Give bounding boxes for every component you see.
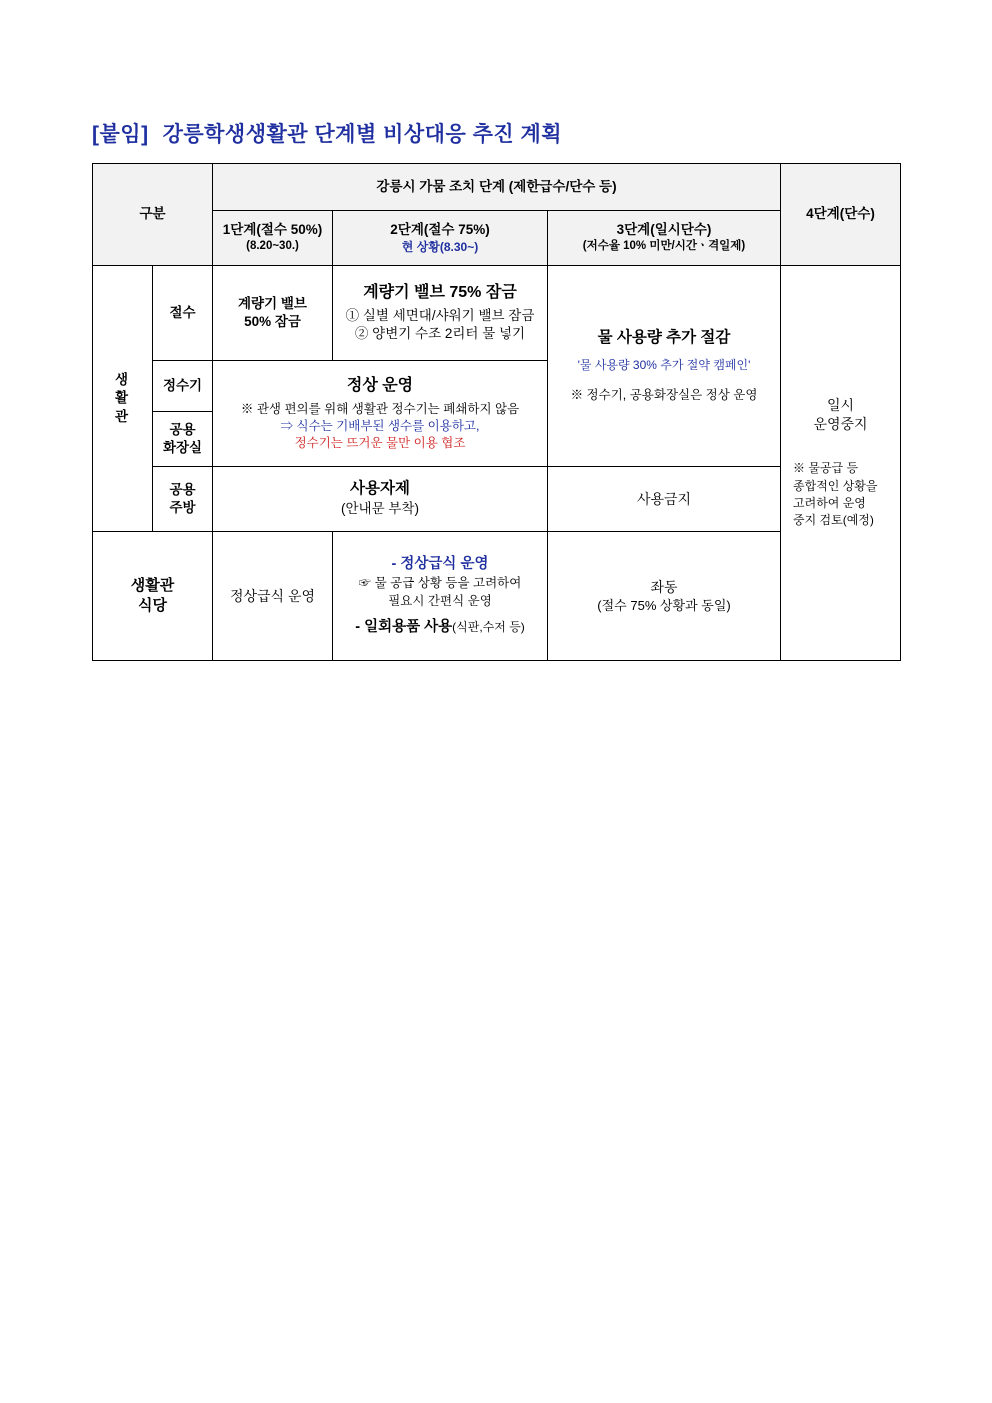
- header-stage2: [333, 211, 548, 266]
- row-label-public-restroom: [153, 412, 213, 467]
- table-header-row-2: [93, 211, 901, 266]
- cafeteria-stage3-line2: (절수 75% 상황과 동일): [597, 597, 731, 613]
- header-stage1-line2: (8.20~30.): [246, 240, 299, 253]
- page-title: [92, 118, 562, 148]
- stage3-merged-note: ※ 정수기, 공용화장실은 정상 운영: [570, 388, 758, 403]
- jeolsu-stage1-line1: 계량기 밸브: [238, 295, 307, 311]
- header-stage3-line2: (저수율 10% 미만/시간ㆍ격일제): [582, 240, 746, 253]
- stage4-note4: 중지 검토(예정): [793, 513, 874, 528]
- stage4-merged-cell: [781, 266, 901, 661]
- jeolsu-stage1-line2: 50% 잠금: [244, 314, 301, 329]
- emergency-plan-table: [92, 163, 901, 661]
- cafeteria-label-line2: 식당: [138, 597, 167, 614]
- header-stage1: [213, 211, 333, 266]
- cafeteria-stage2-item1-sub2: 필요시 간편식 운영: [388, 594, 492, 608]
- header-top-span: 강릉시 가뭄 조치 단계 (제한급수/단수 등): [213, 164, 781, 211]
- purifier-note3: 정수기는 뜨거운 물만 이용 협조: [294, 435, 466, 450]
- stage3-merged-campaign: '물 사용량 30% 추가 절약 캠페인': [577, 357, 751, 372]
- row-label-jeolsu: 절수: [153, 266, 213, 361]
- cafeteria-stage2-item2-sub: (식판,수저 등): [452, 619, 525, 634]
- cafeteria-stage2: [333, 532, 548, 661]
- restroom-label-line2: 화장실: [162, 440, 203, 455]
- water-purifier-merged-cell: [213, 361, 548, 467]
- kitchen-label-line2: 주방: [169, 500, 196, 515]
- cafeteria-stage2-item1-sub1: ☞ 물 공급 상황 등을 고려하여: [358, 576, 522, 591]
- title-tag: [붙임]: [92, 123, 149, 146]
- cafeteria-stage2-item2-wrap: [337, 618, 543, 638]
- title-text: 강릉학생생활관 단계별 비상대응 추진 계획: [162, 123, 563, 146]
- restroom-label-line1: 공용: [169, 421, 196, 437]
- stage3-merged-cell: [548, 266, 781, 467]
- header-stage3-line1: 3단계(일시단수): [616, 222, 712, 238]
- jeolsu-stage2-item1: ① 실별 세면대/샤워기 밸브 잠금: [345, 308, 535, 324]
- cafeteria-stage3: [548, 532, 781, 661]
- cafeteria-stage3-line1: 좌동: [650, 578, 678, 595]
- table-header-row-1: [93, 164, 901, 211]
- header-stage4: 4단계(단수): [781, 164, 901, 266]
- jeolsu-stage2: [333, 266, 548, 361]
- jeolsu-stage1: [213, 266, 333, 361]
- stage4-line1: 일시: [826, 397, 855, 414]
- row-label-cafeteria: [93, 532, 213, 661]
- side-label-dorm: 생 활 관: [93, 266, 153, 532]
- cafeteria-label-line1: 생활관: [130, 576, 175, 594]
- kitchen-stage3: 사용금지: [548, 467, 781, 532]
- cafeteria-stage2-item1: - 정상급식 운영: [391, 555, 489, 572]
- stage4-note3: 고려하여 운영: [793, 495, 866, 510]
- purifier-note2: ⇒ 식수는 기배부된 생수를 이용하고,: [280, 418, 480, 433]
- jeolsu-stage2-title: 계량기 밸브 75% 잠금: [363, 284, 517, 302]
- stage4-note2: 종합적인 상황을: [793, 478, 878, 493]
- header-stage2-line2: 현 상황(8.30~): [401, 240, 479, 255]
- table-row-public-kitchen: [93, 467, 901, 532]
- header-stage3: [548, 211, 781, 266]
- table-row-jeolsu: [93, 266, 901, 361]
- stage3-merged-title: 물 사용량 추가 절감: [597, 329, 731, 346]
- cafeteria-stage1: 정상급식 운영: [213, 532, 333, 661]
- header-gubun: 구분: [93, 164, 213, 266]
- cafeteria-stage2-item2: - 일회용품 사용: [355, 618, 453, 635]
- header-stage2-line1: 2단계(절수 75%): [390, 221, 490, 237]
- purifier-note1: ※ 관생 편의를 위해 생활관 정수기는 폐쇄하지 않음: [240, 401, 520, 416]
- stage4-line2: 운영중지: [813, 416, 868, 433]
- purifier-title: 정상 운영: [346, 377, 414, 395]
- row-label-water-purifier: 정수기: [153, 361, 213, 412]
- kitchen-line1: 사용자제: [350, 480, 410, 498]
- table-row-cafeteria: [93, 532, 901, 661]
- header-stage1-line1: 1단계(절수 50%): [222, 222, 323, 238]
- kitchen-stage12-cell: [213, 467, 548, 532]
- stage4-note1: ※ 물공급 등: [793, 461, 859, 476]
- kitchen-label-line1: 공용: [169, 481, 196, 497]
- row-label-public-kitchen: [153, 467, 213, 532]
- kitchen-line2: (안내문 부착): [341, 501, 419, 517]
- jeolsu-stage2-item2: ② 양변기 수조 2리터 물 넣기: [354, 326, 526, 342]
